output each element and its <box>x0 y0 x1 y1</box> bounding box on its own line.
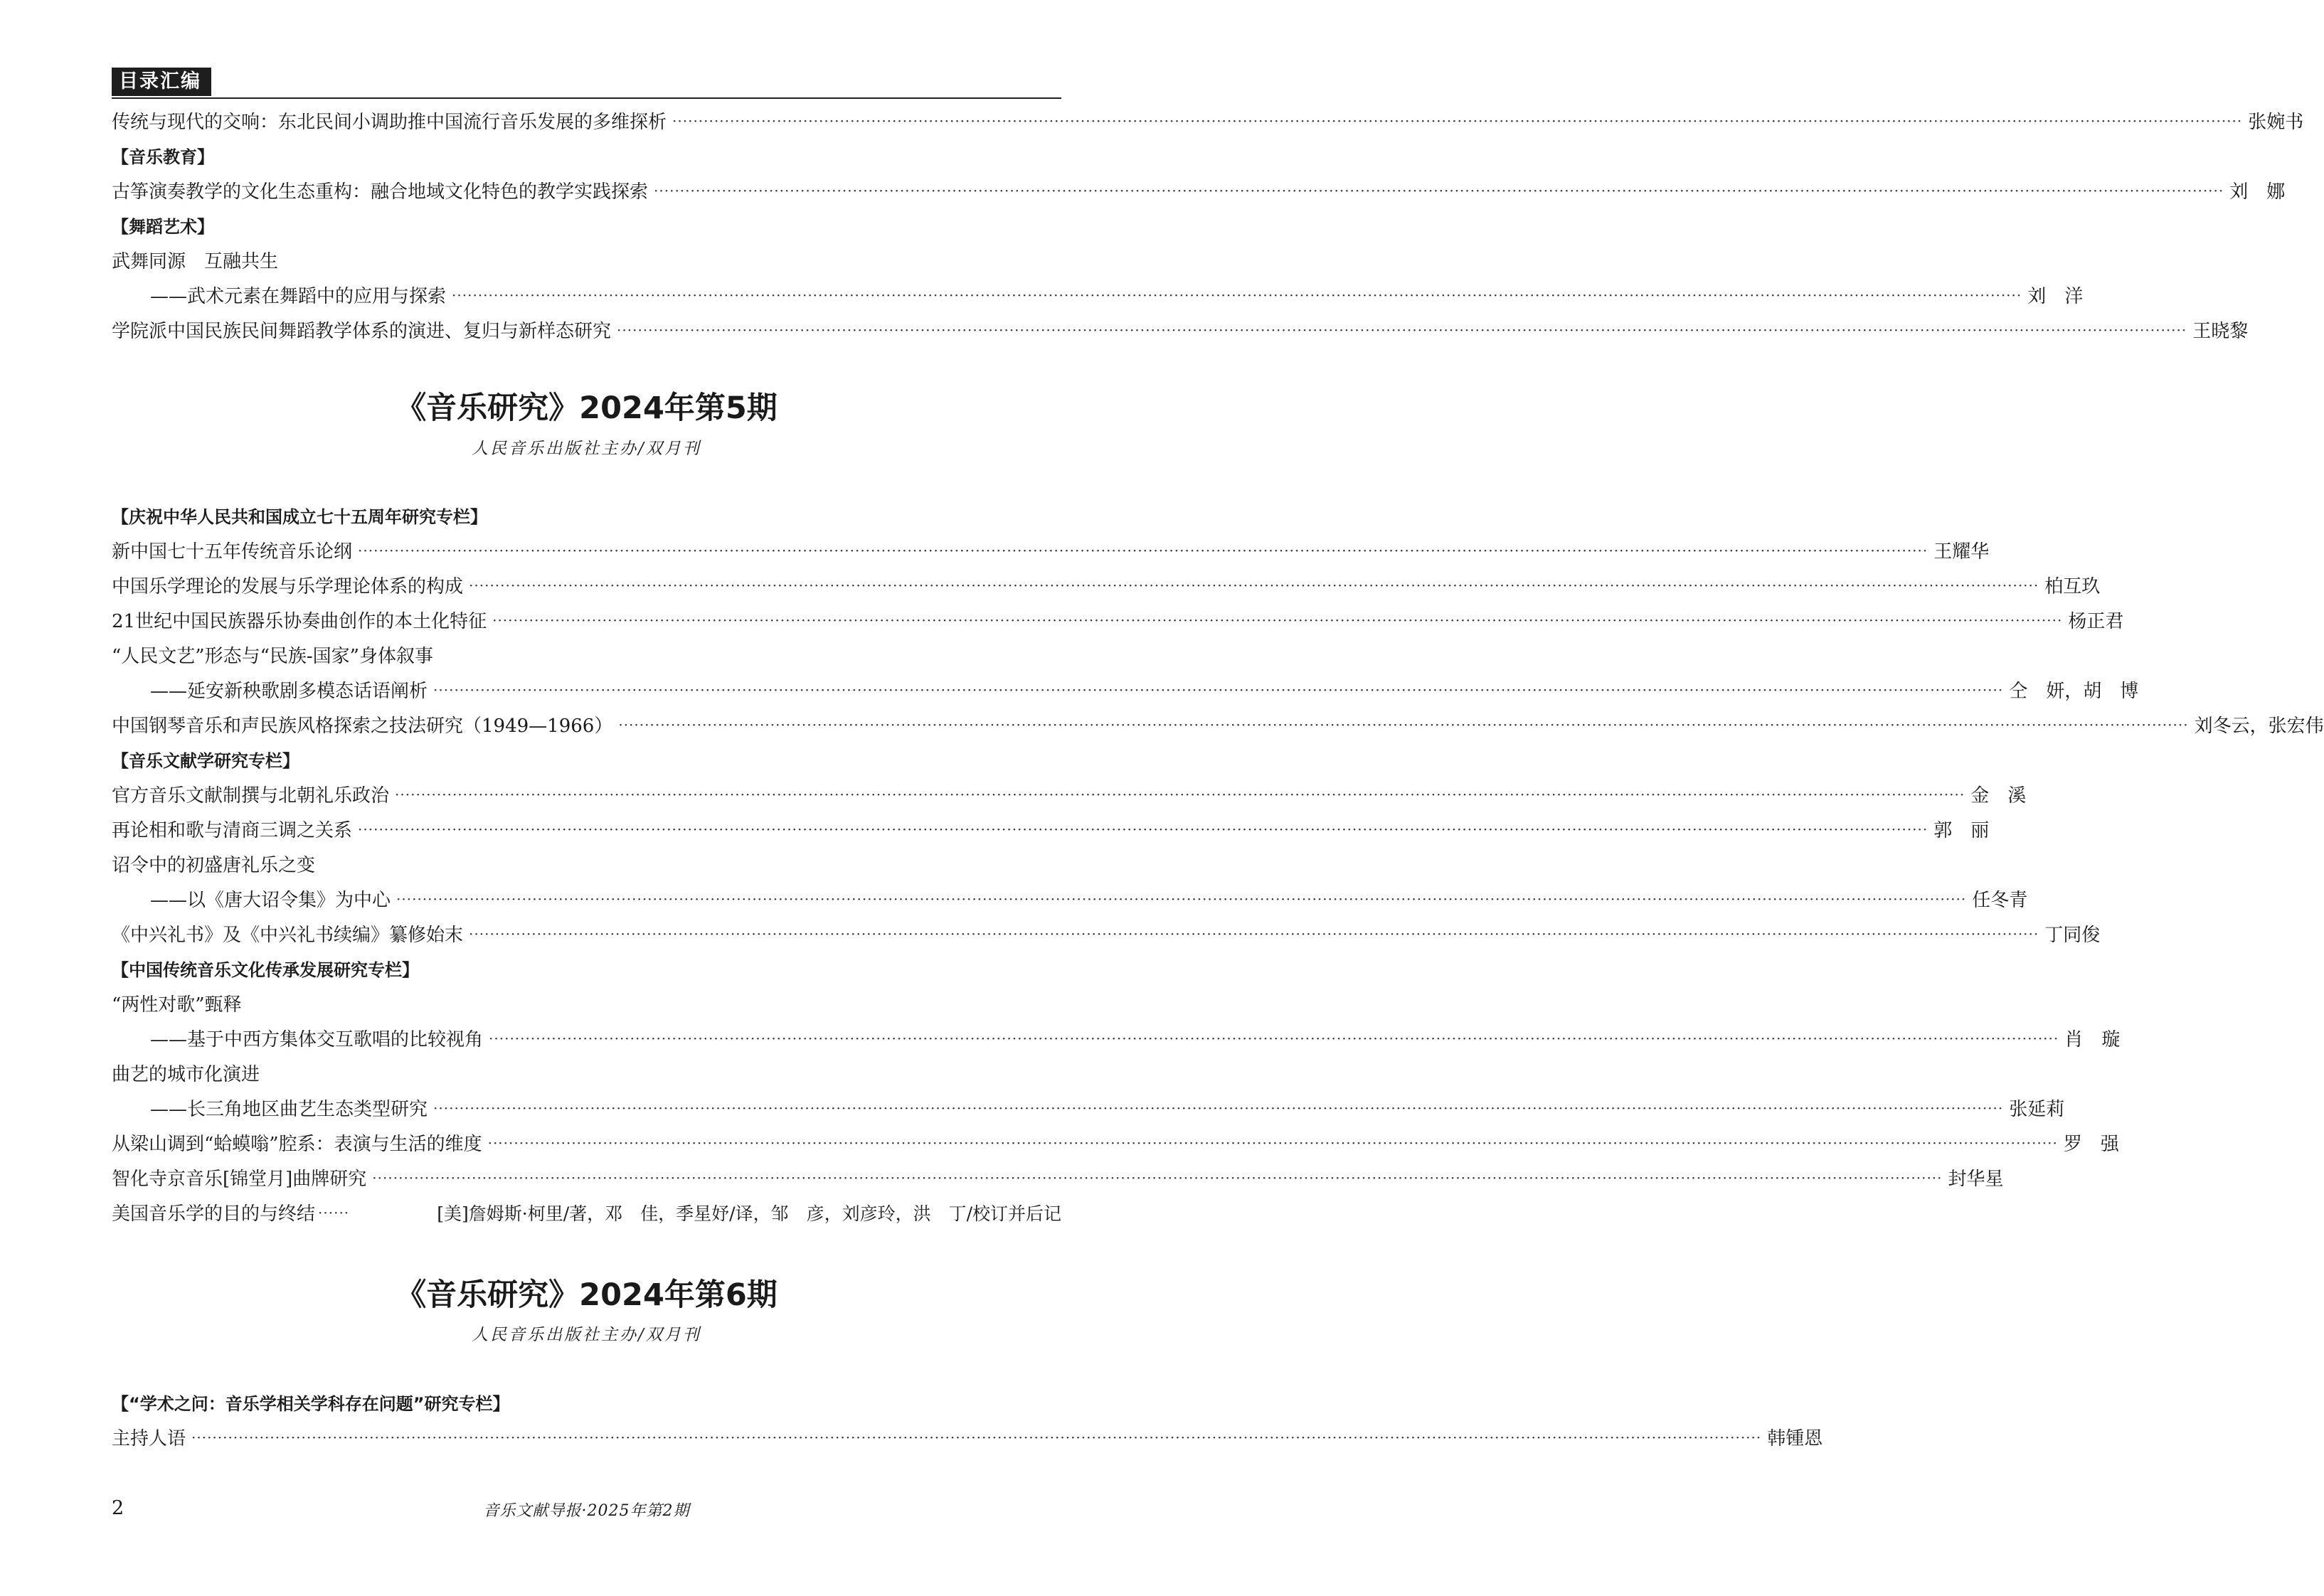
leader-dots: ············································································································································································································································································································ <box>469 576 2039 594</box>
entry-title: 中国乐学理论的发展与乐学理论体系的构成 <box>112 576 464 597</box>
page-header <box>112 68 1061 99</box>
entry-title: 传统与现代的交响：东北民间小调助推中国流行音乐发展的多维探析 <box>112 112 667 133</box>
entry-title: 官方音乐文献制撰与北朝礼乐政治 <box>112 785 390 807</box>
toc-entry <box>112 533 1990 568</box>
toc-entry <box>112 173 2286 208</box>
entry-author: 郭 丽 <box>1933 820 1990 841</box>
toc-entry <box>112 312 2249 347</box>
entry-title: 从梁山调到“蛤蟆嗡”腔系：表演与生活的维度 <box>112 1134 482 1155</box>
category-label: 【“学术之问：音乐学相关学科存在问题”研究专栏】 <box>112 1394 510 1414</box>
toc-category <box>112 1385 1061 1420</box>
category-label: 【舞蹈艺术】 <box>112 217 214 237</box>
journal-footer: 音乐文献导报·2025年第2期 <box>483 1502 690 1520</box>
entry-title: 《中兴礼书》及《中兴礼书续编》纂修始末 <box>112 925 464 946</box>
category-label: 【音乐文献学研究专栏】 <box>112 751 299 771</box>
entry-author: 王耀华 <box>1933 541 1990 563</box>
entry-title: 智化寺京音乐[锦堂月]曲牌研究 <box>112 1169 367 1190</box>
toc-entry-title-line <box>112 243 1061 277</box>
entry-author: 罗 强 <box>2063 1134 2119 1155</box>
entry-title: ——延安新秧歌剧多模态话语阐析 <box>150 681 428 702</box>
toc-entry <box>112 1195 1061 1230</box>
toc-entry <box>112 1090 2065 1125</box>
toc-category <box>112 138 1061 173</box>
toc-entry <box>112 568 2101 602</box>
toc-entry-title-line <box>112 986 1061 1021</box>
toc-entry <box>112 1420 1823 1454</box>
toc-block-top <box>112 103 2304 347</box>
leader-dots: ············································································································································································································································································································ <box>469 925 2039 942</box>
entry-author: 柏互玖 <box>2044 576 2101 597</box>
entry-title: 主持人语 <box>112 1428 186 1449</box>
entry-author: 张婉书 <box>2248 112 2304 133</box>
entry-author: 张延莉 <box>2009 1099 2065 1120</box>
toc-entry-title-line <box>112 1055 1061 1090</box>
entry-author: 仝 妍，胡 博 <box>2009 681 2139 702</box>
leader-dots: ············································································································································································································································································································ <box>492 611 2063 629</box>
leader-dots: ············································································································································································································································································································ <box>654 181 2224 199</box>
toc-entry <box>112 916 2101 951</box>
entry-author: 刘 洋 <box>2027 286 2084 307</box>
toc-entry <box>112 103 2304 138</box>
entry-title: “两性对歌”甄释 <box>112 994 242 1016</box>
entry-author: 任冬青 <box>1972 890 2028 911</box>
category-label: 【音乐教育】 <box>112 147 214 167</box>
entry-title: 美国音乐学的目的与终结 <box>112 1203 316 1225</box>
toc-entry <box>112 777 2027 812</box>
leader-dots: ············································································································································································································································································································ <box>452 286 2022 304</box>
toc-block-issue5 <box>112 498 2324 1230</box>
entry-author: 王晓黎 <box>2192 321 2249 342</box>
leader-dots: ············································································································································································································································································································ <box>433 1099 2004 1117</box>
leader-dots: ············································································································································································································································································································ <box>191 1428 1762 1446</box>
toc-entry <box>112 1125 2119 1160</box>
issue5-title: 《音乐研究》2024年第5期 <box>396 390 778 426</box>
leader-dots: ············································································································································································································································································································ <box>358 820 1928 838</box>
toc-category <box>112 951 1061 986</box>
toc-entry <box>112 277 2084 312</box>
entry-title: ——长三角地区曲艺生态类型研究 <box>150 1099 428 1120</box>
leader-dots: ············································································································································································································································································································ <box>396 890 1967 908</box>
entry-title: 学院派中国民族民间舞蹈教学体系的演进、复归与新样态研究 <box>112 321 612 342</box>
issue6-subtitle: 人民音乐出版社主办/双月刊 <box>472 1326 701 1344</box>
toc-entry <box>112 1021 2121 1055</box>
entry-title: ——武术元素在舞蹈中的应用与探索 <box>150 286 447 307</box>
entry-title: ——基于中西方集体交互歌唱的比较视角 <box>150 1029 484 1050</box>
leader-dots: ············································································································································································································································································································ <box>358 541 1928 559</box>
leader-dots: ············································································································································································································································································································ <box>487 1134 2058 1151</box>
toc-entry <box>112 602 2124 637</box>
leader-dots: ············································································································································································································································································································ <box>618 715 2189 733</box>
entry-author: [美]詹姆斯·柯里/著，邓 佳，季星妤/译，邹 彦，刘彦玲，洪 丁/校订并后记 <box>437 1203 1061 1224</box>
leader-dots: ············································································································································································································································································································ <box>433 681 2004 698</box>
entry-title: 中国钢琴音乐和声民族风格探索之技法研究（1949—1966） <box>112 715 613 737</box>
leader-dots: ············································································································································································································································································································ <box>395 785 1965 803</box>
page-number: 2 <box>112 1497 124 1519</box>
entry-author: 刘 娜 <box>2229 181 2286 203</box>
category-label: 【中国传统音乐文化传承发展研究专栏】 <box>112 960 419 980</box>
entry-author: 杨正君 <box>2068 611 2124 632</box>
entry-title: “人民文艺”形态与“民族-国家”身体叙事 <box>112 646 433 667</box>
entry-author: 肖 璇 <box>2064 1029 2121 1050</box>
entry-title: 曲艺的城市化演进 <box>112 1064 260 1085</box>
section-tag: 目录汇编 <box>112 68 211 96</box>
entry-title: ——以《唐大诏令集》为中心 <box>150 890 391 911</box>
category-label: 【庆祝中华人民共和国成立七十五周年研究专栏】 <box>112 507 487 527</box>
toc-entry <box>112 672 2139 707</box>
toc-entry <box>112 707 2324 742</box>
toc-category <box>112 208 1061 243</box>
toc-entry <box>112 881 2028 916</box>
toc-entry <box>112 1160 2004 1195</box>
leader-dots: ············································································································································································································································································································ <box>489 1029 2059 1047</box>
entry-title: 再论相和歌与清商三调之关系 <box>112 820 353 841</box>
leader-dots: ············································································································································································································································································································ <box>372 1169 1943 1186</box>
entry-title: 古筝演奏教学的文化生态重构：融合地域文化特色的教学实践探索 <box>112 181 649 203</box>
entry-author: 丁同俊 <box>2044 925 2101 946</box>
toc-entry-title-line <box>112 846 1061 881</box>
toc-block-issue6 <box>112 1385 1823 1454</box>
issue5-subtitle: 人民音乐出版社主办/双月刊 <box>472 440 701 458</box>
entry-author: 刘冬云，张宏伟 <box>2194 715 2324 737</box>
toc-category <box>112 742 1061 777</box>
entry-title: 武舞同源 互融共生 <box>112 251 279 272</box>
toc-category <box>112 498 1061 533</box>
entry-author: 封华星 <box>1948 1169 2004 1190</box>
entry-title: 诏令中的初盛唐礼乐之变 <box>112 855 316 876</box>
issue6-title: 《音乐研究》2024年第6期 <box>396 1277 778 1313</box>
entry-title: 21世纪中国民族器乐协奏曲创作的本土化特征 <box>112 611 487 632</box>
leader-dots: ······ <box>318 1203 350 1221</box>
toc-entry-title-line <box>112 637 1061 672</box>
entry-author: 金 溪 <box>1970 785 2027 807</box>
entry-author: 韩锺恩 <box>1767 1428 1823 1449</box>
toc-entry <box>112 812 1990 846</box>
leader-dots: ············································································································································································································································································································ <box>672 112 2243 129</box>
leader-dots: ············································································································································································································································································································ <box>617 321 2187 339</box>
entry-title: 新中国七十五年传统音乐论纲 <box>112 541 353 563</box>
